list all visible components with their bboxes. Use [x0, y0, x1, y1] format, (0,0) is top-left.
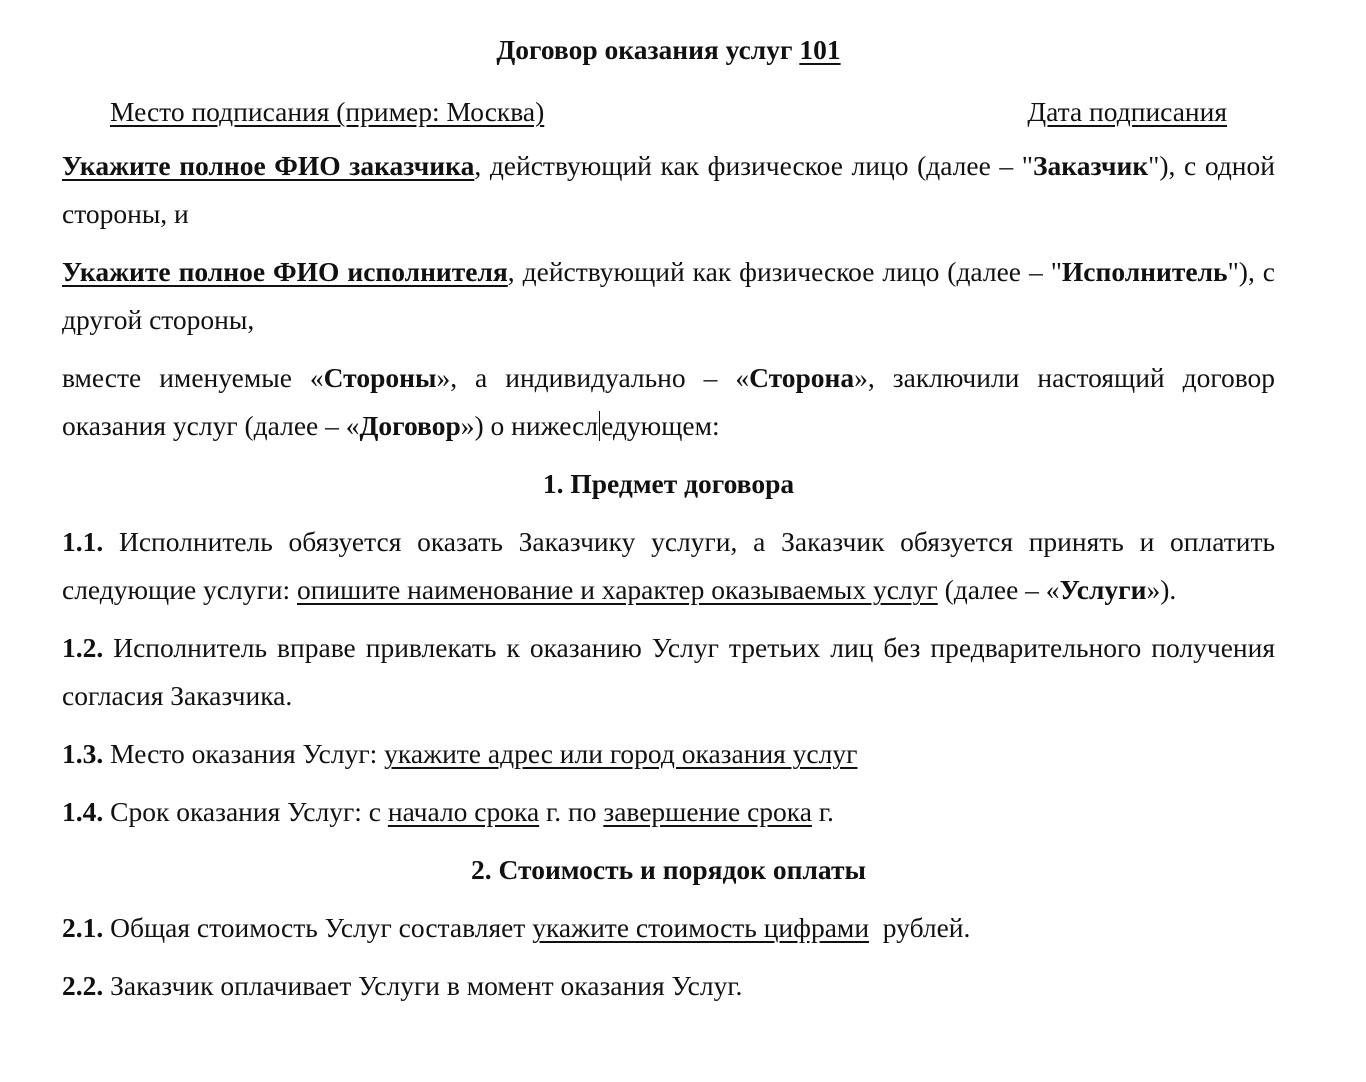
customer-name-field[interactable]: Укажите полное ФИО заказчика	[62, 150, 475, 181]
customer-text: , действующий как физическое лицо (далее – "	[474, 150, 1034, 181]
contract-term: Договор	[359, 410, 461, 441]
clause-number: 1.3.	[62, 738, 104, 769]
customer-text-end: "), с одной стороны, и	[62, 150, 1275, 229]
executor-paragraph	[62, 248, 1275, 344]
clause-text: (далее – «	[937, 574, 1060, 605]
clause-number: 1.4.	[62, 796, 104, 827]
clause-text: Исполнитель обязуется оказать Заказчику услуги, а Заказчик обязуется принять и оплатить следующие услуги:	[62, 526, 1275, 605]
parties-text-4a: ») о нижесл	[460, 410, 599, 441]
signing-date-field[interactable]: Дата подписания	[1027, 96, 1227, 127]
term-start-field[interactable]: начало срока	[387, 796, 540, 827]
executor-name-field[interactable]: Укажите полное ФИО исполнителя	[62, 256, 508, 287]
clause-1-4	[62, 788, 1275, 836]
clause-number: 1.1.	[62, 526, 104, 557]
document-title	[62, 24, 1275, 76]
clause-text: г.	[811, 796, 834, 827]
section-1-title: 1. Предмет договора	[542, 468, 795, 499]
clause-number: 1.2.	[62, 632, 104, 663]
clause-text: Срок оказания Услуг: с	[103, 796, 388, 827]
services-description-field[interactable]: опишите наименование и характер оказываемых услуг	[296, 574, 938, 605]
clause-text: Исполнитель вправе привлекать к оказанию Услуг третьих лиц без предварительного получения согласия Заказчика.	[62, 632, 1275, 711]
section-2-title: 2. Стоимость и порядок оплаты	[471, 854, 866, 885]
customer-role: Заказчик	[1033, 150, 1149, 181]
executor-text-end: "), с другой стороны,	[62, 256, 1275, 335]
title-prefix: Договор оказания услуг	[496, 34, 793, 65]
clause-text: Место оказания Услуг:	[103, 738, 385, 769]
clause-text: г. по	[539, 796, 604, 827]
contract-number-field[interactable]: 101	[799, 34, 841, 65]
text-cursor	[599, 411, 600, 441]
clause-1-2	[62, 624, 1275, 720]
place-date-row	[110, 92, 1227, 132]
clause-text: Заказчик оплачивает Услуги в момент оказания Услуг.	[103, 970, 743, 1001]
parties-text-4b: едующем:	[601, 410, 720, 441]
customer-paragraph	[62, 142, 1275, 238]
parties-paragraph	[62, 354, 1275, 450]
clause-number: 2.1.	[62, 912, 104, 943]
clause-text: рублей.	[869, 912, 971, 943]
parties-term: Стороны	[323, 362, 437, 393]
parties-text-3: », заключили настоящий договор оказания услуг (далее – «	[62, 362, 1275, 441]
signing-place-field[interactable]: Место подписания (пример: Москва)	[110, 96, 545, 127]
clause-1-3	[62, 730, 1275, 778]
clause-2-2	[62, 962, 1275, 1010]
parties-text-1: вместе именуемые «	[62, 362, 324, 393]
clause-text: »).	[1146, 574, 1177, 605]
price-field[interactable]: укажите стоимость цифрами	[532, 912, 870, 943]
clause-2-1	[62, 904, 1275, 952]
clause-text: Общая стоимость Услуг составляет	[103, 912, 533, 943]
service-location-field[interactable]: укажите адрес или город оказания услуг	[384, 738, 858, 769]
clause-1-1	[62, 518, 1275, 614]
executor-role: Исполнитель	[1061, 256, 1228, 287]
document-page[interactable]	[62, 24, 1275, 1020]
clause-number: 2.2.	[62, 970, 104, 1001]
parties-text-2: », а индивидуально – «	[436, 362, 750, 393]
services-term: Услуги	[1059, 574, 1147, 605]
term-end-field[interactable]: завершение срока	[603, 796, 812, 827]
party-term: Сторона	[749, 362, 855, 393]
executor-text: , действующий как физическое лицо (далее – "	[507, 256, 1062, 287]
